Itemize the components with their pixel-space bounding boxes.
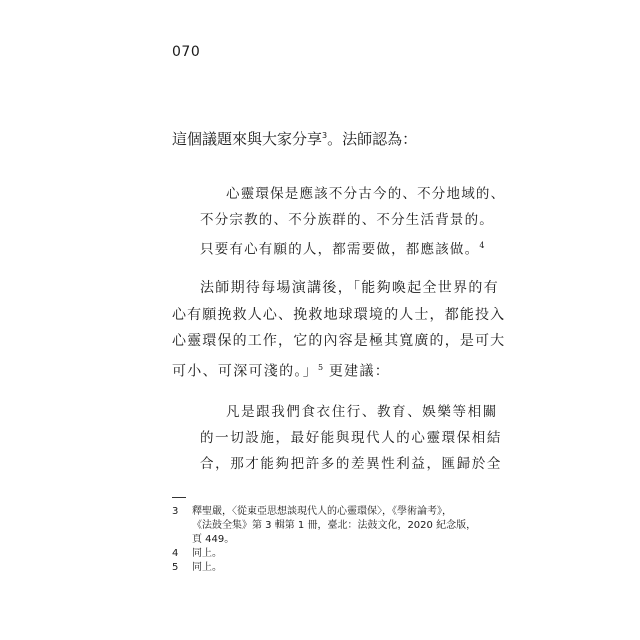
body-paragraph: [172, 275, 505, 385]
para-line: 法師期待每場演講後，「能夠喚起全世界的有: [200, 280, 499, 296]
page-number: 070: [172, 44, 201, 60]
intro-sentence: [172, 128, 417, 149]
footnote-divider: [172, 497, 186, 498]
block-quote-1: [200, 181, 505, 263]
quote1-line-last: [200, 233, 505, 263]
footnote-line: 《法鼓全集》第 3 輯第 1 冊，臺北：法鼓文化，2020 紀念版，: [192, 520, 477, 531]
footnotes: [172, 505, 476, 575]
footnote-4: [172, 547, 476, 561]
footnote-text: [192, 505, 476, 547]
footnote-text: [192, 547, 222, 561]
footnote-line: 同上。: [192, 548, 222, 559]
footnote-ref-4: 4: [479, 241, 485, 250]
footnote-line: 同上。: [192, 562, 222, 573]
footnote-3: [172, 505, 476, 547]
footnote-ref-5: 5: [318, 362, 324, 372]
para-line: 心有願挽救人心、挽救地球環境的人士，都能投入: [172, 306, 506, 323]
quote1-line-text: 只要有心有願的人，都需要做，都應該做。: [200, 241, 480, 258]
quote1-line: 不分宗教的、不分族群的、不分生活背景的。: [200, 212, 494, 228]
para-line-last: [172, 355, 505, 385]
footnote-number: 3: [172, 506, 179, 517]
para-tail: 更建議：: [328, 363, 391, 380]
footnote-number: 5: [172, 562, 179, 573]
para-line: 心靈環保的工作，它的內容是極其寬廣的，是可大: [172, 333, 506, 349]
footnote-line: 頁 449。: [192, 534, 235, 545]
quote1-line: 心靈環保是應該不分古今的、不分地域的、: [226, 186, 506, 202]
quote2-line: 凡是跟我們食衣住行、教育、娛樂等相關: [226, 404, 498, 420]
para-line-text: 可小、可深可淺的。」: [172, 363, 318, 380]
block-quote-2: [200, 399, 502, 477]
intro-text: 這個議題來與大家分享: [172, 130, 323, 148]
quote2-line: 的一切設施，最好能與現代人的心靈環保相結: [200, 430, 502, 446]
footnote-5: [172, 561, 476, 575]
footnote-text: [192, 561, 222, 575]
footnote-ref-3: 3: [322, 131, 328, 140]
intro-tail: 。法師認為：: [327, 130, 418, 148]
footnote-number: 4: [172, 548, 179, 559]
quote2-line: 合，那才能夠把許多的差異性利益，匯歸於全: [200, 456, 502, 472]
footnote-line: 釋聖嚴，〈從東亞思想談現代人的心靈環保〉，《學術論考》，: [192, 506, 452, 517]
